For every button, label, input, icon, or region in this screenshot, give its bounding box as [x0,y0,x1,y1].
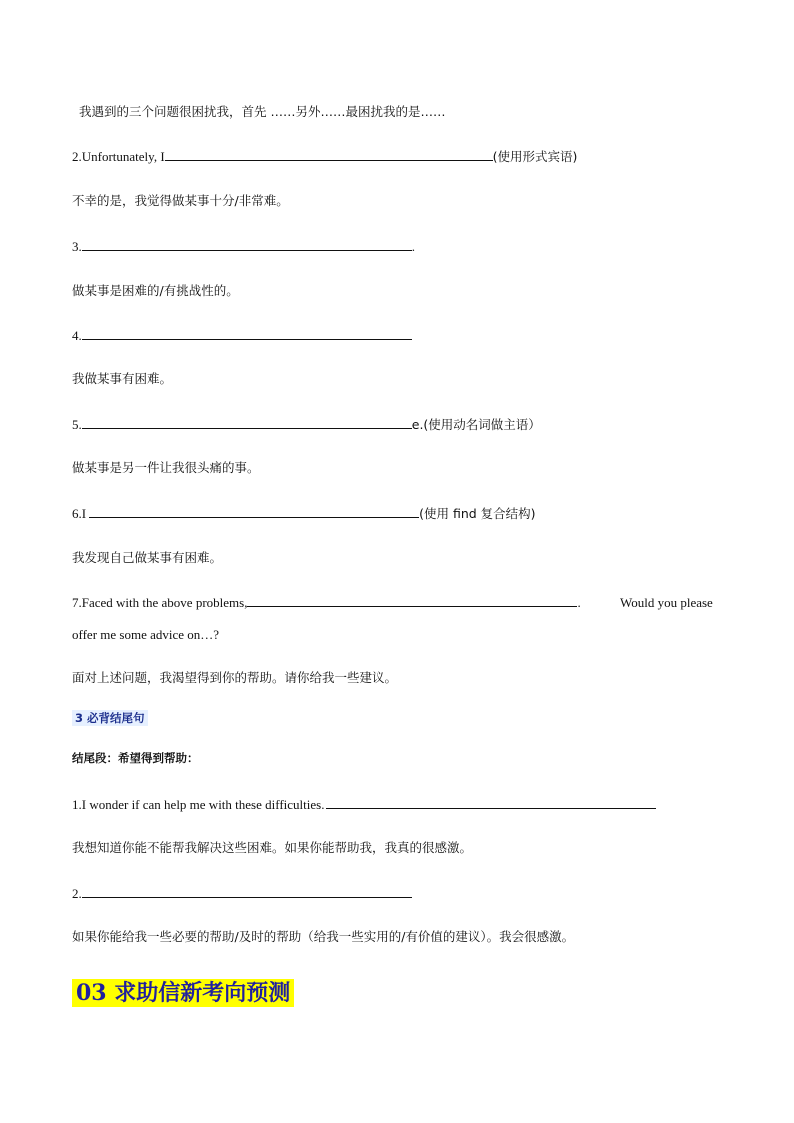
closing-1-text: 1.I wonder if can help me with these difficulties. [72,797,325,812]
item-7-suffix: . [577,595,581,610]
closing-2-prefix: 2. [72,886,82,901]
section-heading: 03 求助信新考向预测 [72,979,294,1007]
item-5-blank[interactable] [82,418,412,429]
item-3-suffix: . [411,239,415,254]
item-7-line2: offer me some advice on…? [72,627,220,642]
item-4-blank[interactable] [82,329,412,340]
item-6-line [72,507,536,521]
item-2-line [72,150,577,164]
closing-1-translation: 我想知道你能不能帮我解决这些困难。如果你能帮助我，我真的很感激。 [72,840,473,855]
item-2-translation: 不幸的是，我觉得做某事十分/非常难。 [72,193,289,208]
item-6-prefix: 6.I [72,506,87,521]
item-3-translation: 做某事是困难的/有挑战性的。 [72,283,239,298]
item-4-translation: 我做某事有困难。 [72,371,173,386]
item-5-prefix: 5. [72,417,82,432]
item-2-prefix: 2.Unfortunately, I [72,149,165,164]
item-3-line [72,240,415,253]
item-6-blank[interactable] [89,507,419,518]
section-3-subhead: 结尾段：希望得到帮助： [72,751,199,765]
item-7-line [72,596,581,609]
item-5-suffix: e.(使用动名词做主语） [411,417,541,432]
closing-1-blank[interactable] [326,798,656,809]
item-7-blank[interactable] [247,596,577,607]
item-3-prefix: 3. [72,239,82,254]
item-6-suffix: (使用 find 复合结构) [419,506,536,521]
intro-line: 我遇到的三个问题很困扰我，首先 ……另外……最困扰我的是…… [79,104,446,119]
item-2-blank[interactable] [165,150,493,161]
closing-2-blank[interactable] [82,887,412,898]
item-4-prefix: 4. [72,328,82,343]
closing-2-translation: 如果你能给我一些必要的帮助/及时的帮助（给我一些实用的/有价值的建议）。我会很感激。 [72,929,575,944]
closing-2-line [72,887,412,900]
item-7-translation: 面对上述问题，我渴望得到你的帮助。请你给我一些建议。 [72,670,398,685]
item-3-blank[interactable] [82,240,412,251]
item-4-line [72,329,412,342]
item-5-translation: 做某事是另一件让我很头痛的事。 [72,460,260,475]
item-6-translation: 我发现自己做某事有困难。 [72,550,223,565]
closing-1-line [72,798,656,811]
section-3-tag: 3 必背结尾句 [72,710,148,726]
item-7-prefix: 7.Faced with the above problems, [72,595,248,610]
item-7-tail: Would you please [620,595,713,610]
section-3-tag-wrap [72,712,148,725]
item-2-suffix: (使用形式宾语) [492,149,578,164]
item-5-line [72,418,541,432]
